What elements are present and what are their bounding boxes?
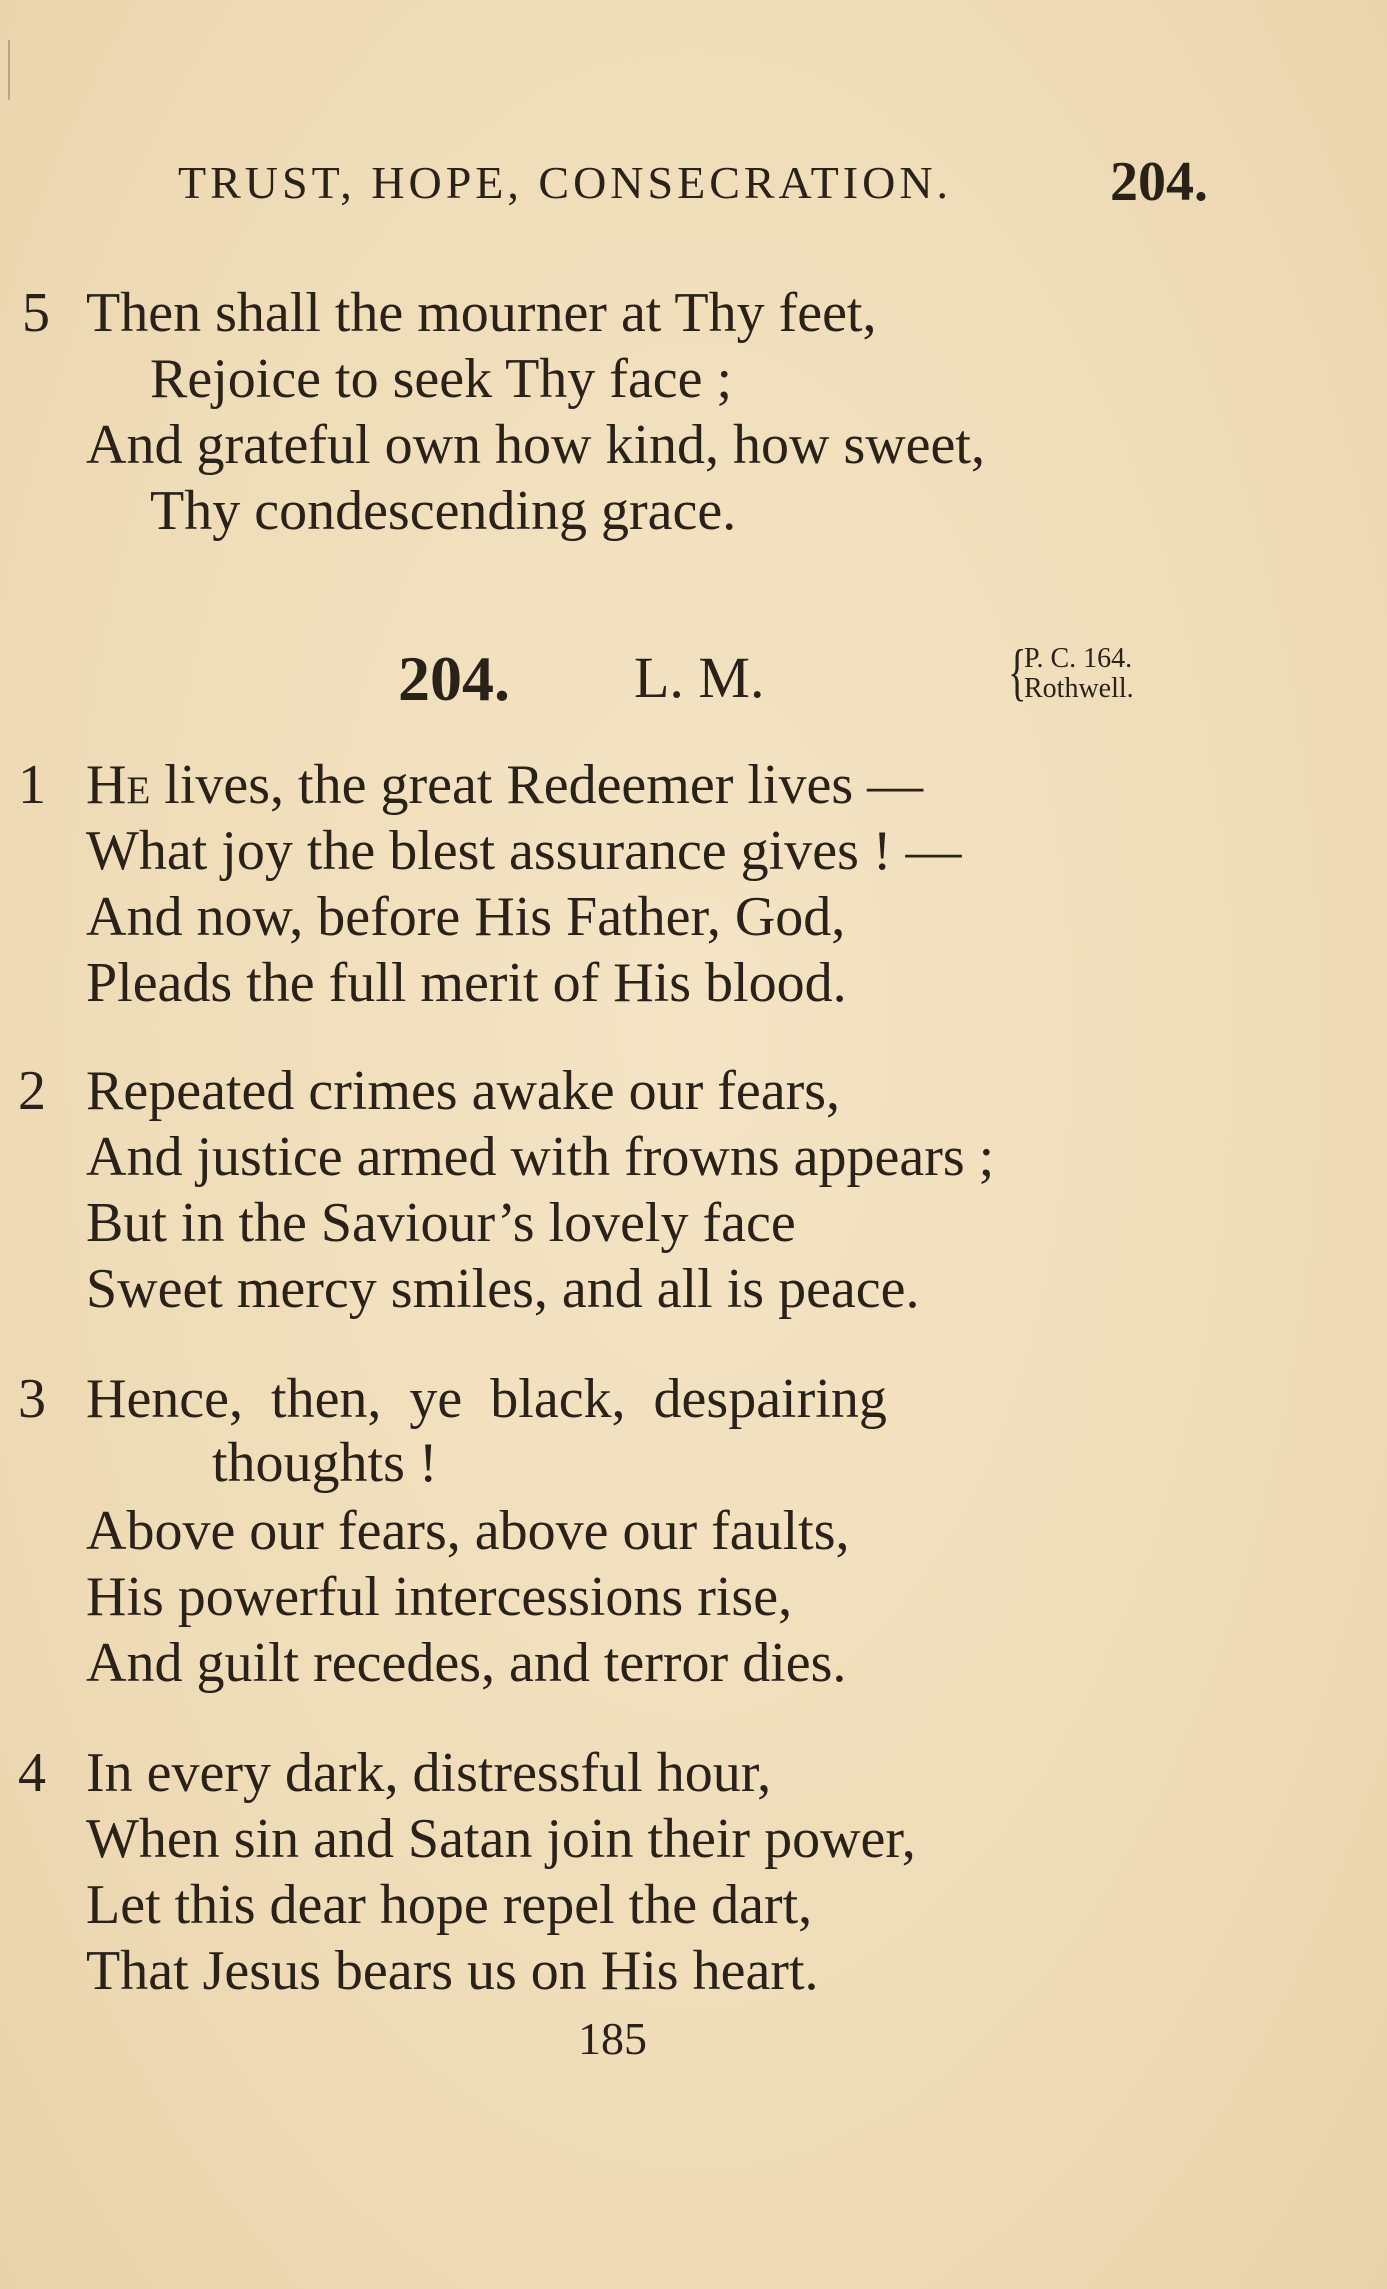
verse-line: And grateful own how kind, how sweet, [86, 414, 985, 476]
verse-line: Thy condescending grace. [150, 480, 737, 542]
verse-line: And justice armed with frowns appears ; [86, 1126, 995, 1188]
verse-line: And guilt recedes, and terror dies. [86, 1632, 847, 1694]
hymn-number: 204. [398, 643, 510, 714]
verse-line: Pleads the full merit of His blood. [86, 952, 847, 1014]
verse-number: 4 [18, 1742, 46, 1804]
verse-line: Rejoice to seek Thy face ; [150, 348, 733, 410]
tune-ref-page: P. C. 164. [1024, 643, 1133, 674]
verse-first-word: He [86, 754, 151, 816]
page-edge-line [8, 40, 10, 100]
verse-number: 3 [18, 1368, 46, 1430]
verse-line: Repeated crimes awake our fears, [86, 1060, 841, 1122]
tune-ref-name: Rothwell. [1024, 673, 1134, 704]
verse-line: That Jesus bears us on His heart. [86, 1940, 819, 2002]
verse-line: Hence, then, ye black, despairing [86, 1368, 887, 1430]
verse-line: Let this dear hope repel the dart, [86, 1874, 813, 1936]
verse-line: But in the Saviour’s lovely face [86, 1192, 796, 1254]
running-header [178, 150, 1208, 220]
verse-line-continuation: thoughts ! [212, 1432, 438, 1494]
verse-line: His powerful intercessions rise, [86, 1566, 793, 1628]
header-hymn-number: 204. [1110, 151, 1208, 213]
verse-number: 1 [18, 754, 46, 816]
verse-line: Above our fears, above our faults, [86, 1500, 850, 1562]
verse-line: When sin and Satan join their power, [86, 1808, 916, 1870]
verse-line: In every dark, distressful hour, [86, 1742, 772, 1804]
page-number: 185 [578, 2013, 647, 2064]
verse-line [86, 752, 923, 818]
verse-line: Then shall the mourner at Thy feet, [86, 282, 877, 344]
verse-line: And now, before His Father, God, [86, 886, 846, 948]
verse-line: What joy the blest assurance gives ! — [86, 820, 962, 882]
tune-brace: { [1008, 636, 1027, 707]
verse-number: 5 [22, 282, 50, 344]
header-title: TRUST, HOPE, CONSECRATION. [178, 157, 953, 208]
hymn-meter: L. M. [634, 645, 765, 710]
verse-number: 2 [18, 1060, 46, 1122]
tune-reference [1024, 644, 1134, 704]
verse-line: Sweet mercy smiles, and all is peace. [86, 1258, 920, 1320]
verse-first-line-rest: lives, the great Redeemer lives — [150, 754, 924, 816]
